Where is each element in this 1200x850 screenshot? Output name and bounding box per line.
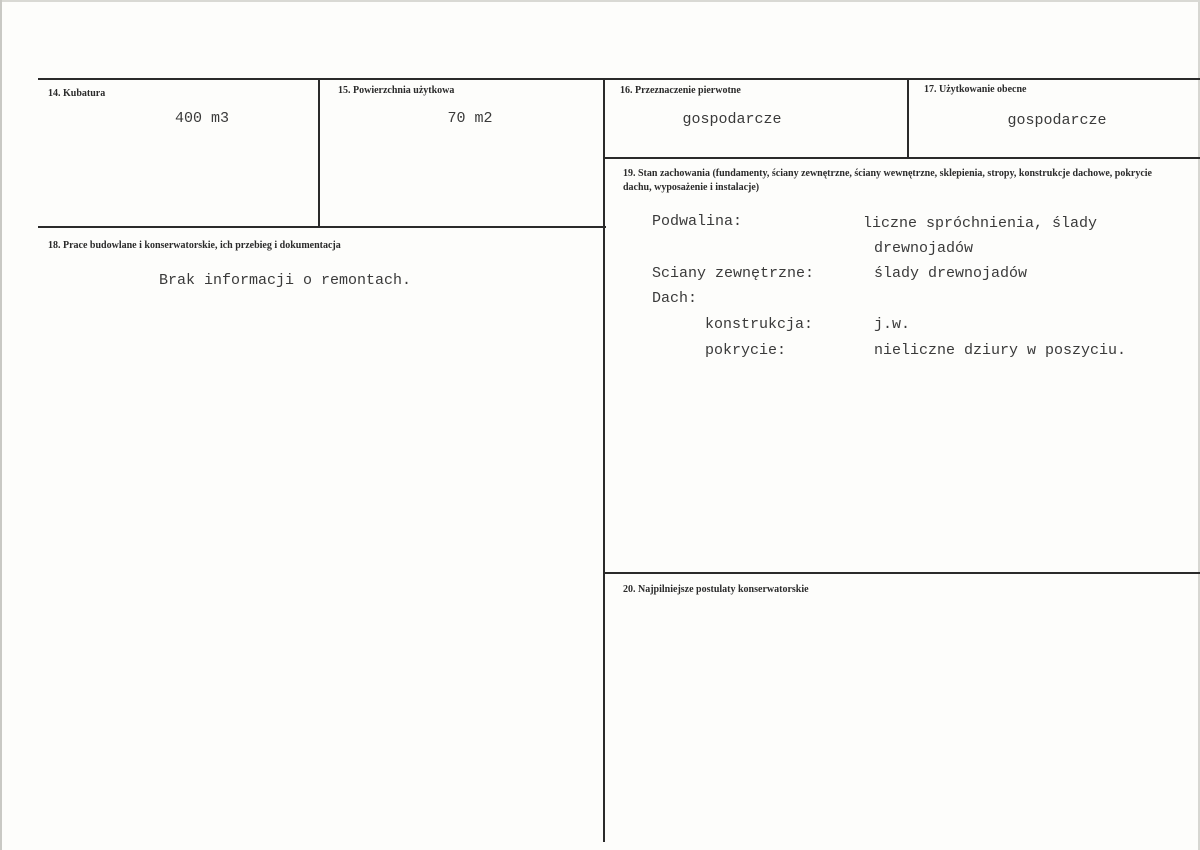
field-16-label: 16. Przeznaczenie pierwotne <box>620 85 741 96</box>
field-18-value: Brak informacji o remontach. <box>159 272 412 289</box>
condition-row-6-value: nieliczne dziury w poszyciu. <box>874 342 1127 359</box>
condition-row-2-value: drewnojadów <box>874 240 974 257</box>
condition-row-4-key: Dach: <box>652 290 698 307</box>
rule-top <box>38 78 1200 80</box>
condition-row-6-key: pokrycie: <box>705 342 787 359</box>
field-17-label: 17. Użytkowanie obecne <box>924 84 1027 95</box>
condition-row-5-key: konstrukcja: <box>705 316 814 333</box>
rule-vertical-right <box>907 78 909 159</box>
rule-vertical-left <box>318 78 320 228</box>
field-14-value: 400 m3 <box>174 110 229 127</box>
condition-row-1-key: Podwalina: <box>652 213 743 230</box>
condition-row-3-value: ślady drewnojadów <box>874 265 1028 282</box>
field-19-label: 19. Stan zachowania (fundamenty, ściany zewnętrzne, ściany wewnętrzne, sklepienia, stropy, konstrukcje dachowe, pokrycie dachu, wyposażenie i instalacje) <box>623 168 1152 193</box>
rule-right-middle <box>604 157 1200 159</box>
field-15-value: 70 m2 <box>447 110 493 127</box>
card-top-edge <box>2 0 1200 2</box>
condition-row-3-key: Sciany zewnętrzne: <box>652 265 815 282</box>
field-15-label: 15. Powierzchnia użytkowa <box>338 85 455 96</box>
field-17-value: gospodarcze <box>1007 112 1107 129</box>
field-20-label: 20. Najpilniejsze postulaty konserwatorskie <box>623 584 809 595</box>
rule-left-middle <box>38 226 606 228</box>
rule-vertical-center <box>603 78 605 842</box>
condition-row-5-value: j.w. <box>874 316 911 333</box>
field-18-label: 18. Prace budowlane i konserwatorskie, ich przebieg i dokumentacja <box>48 240 341 251</box>
condition-row-1-value: liczne spróchnienia, ślady <box>863 215 1098 232</box>
field-16-value: gospodarcze <box>682 111 782 128</box>
rule-right-lower <box>604 572 1200 574</box>
field-14-label: 14. Kubatura <box>48 88 106 99</box>
